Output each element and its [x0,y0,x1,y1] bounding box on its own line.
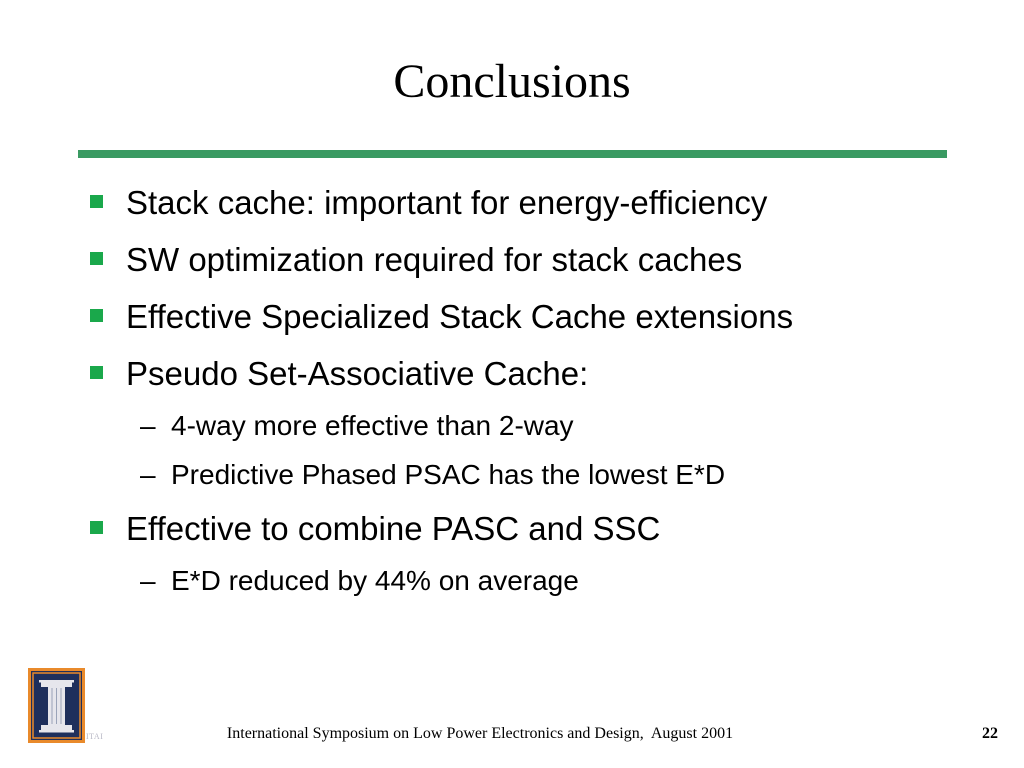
bullet-text: Effective Specialized Stack Cache extensions [126,298,794,335]
bullet-text: Stack cache: important for energy-efficiency [126,184,768,221]
bullet-text: Effective to combine PASC and SSC [126,510,661,547]
dash-bullet-icon: – [140,565,156,596]
logo-caption: ITAI [86,732,104,741]
slide-title: Conclusions [393,55,631,108]
square-bullet-icon [90,195,103,208]
sub-bullet-text: Predictive Phased PSAC has the lowest E*D [171,459,726,490]
square-bullet-icon [90,521,103,534]
bullet-text: Pseudo Set-Associative Cache: [126,355,589,392]
square-bullet-icon [90,252,103,265]
square-bullet-icon [90,366,103,379]
sub-bullet-text: E*D reduced by 44% on average [171,565,579,596]
dash-bullet-icon: – [140,459,156,490]
slide-footer: International Symposium on Low Power Electronics and Design, August 2001 [226,725,734,742]
sub-bullet-text: 4-way more effective than 2-way [171,410,574,441]
dash-bullet-icon: – [140,410,156,441]
bullet-text: SW optimization required for stack caches [126,241,743,278]
page-number: 22 [982,725,998,742]
square-bullet-icon [90,309,103,322]
